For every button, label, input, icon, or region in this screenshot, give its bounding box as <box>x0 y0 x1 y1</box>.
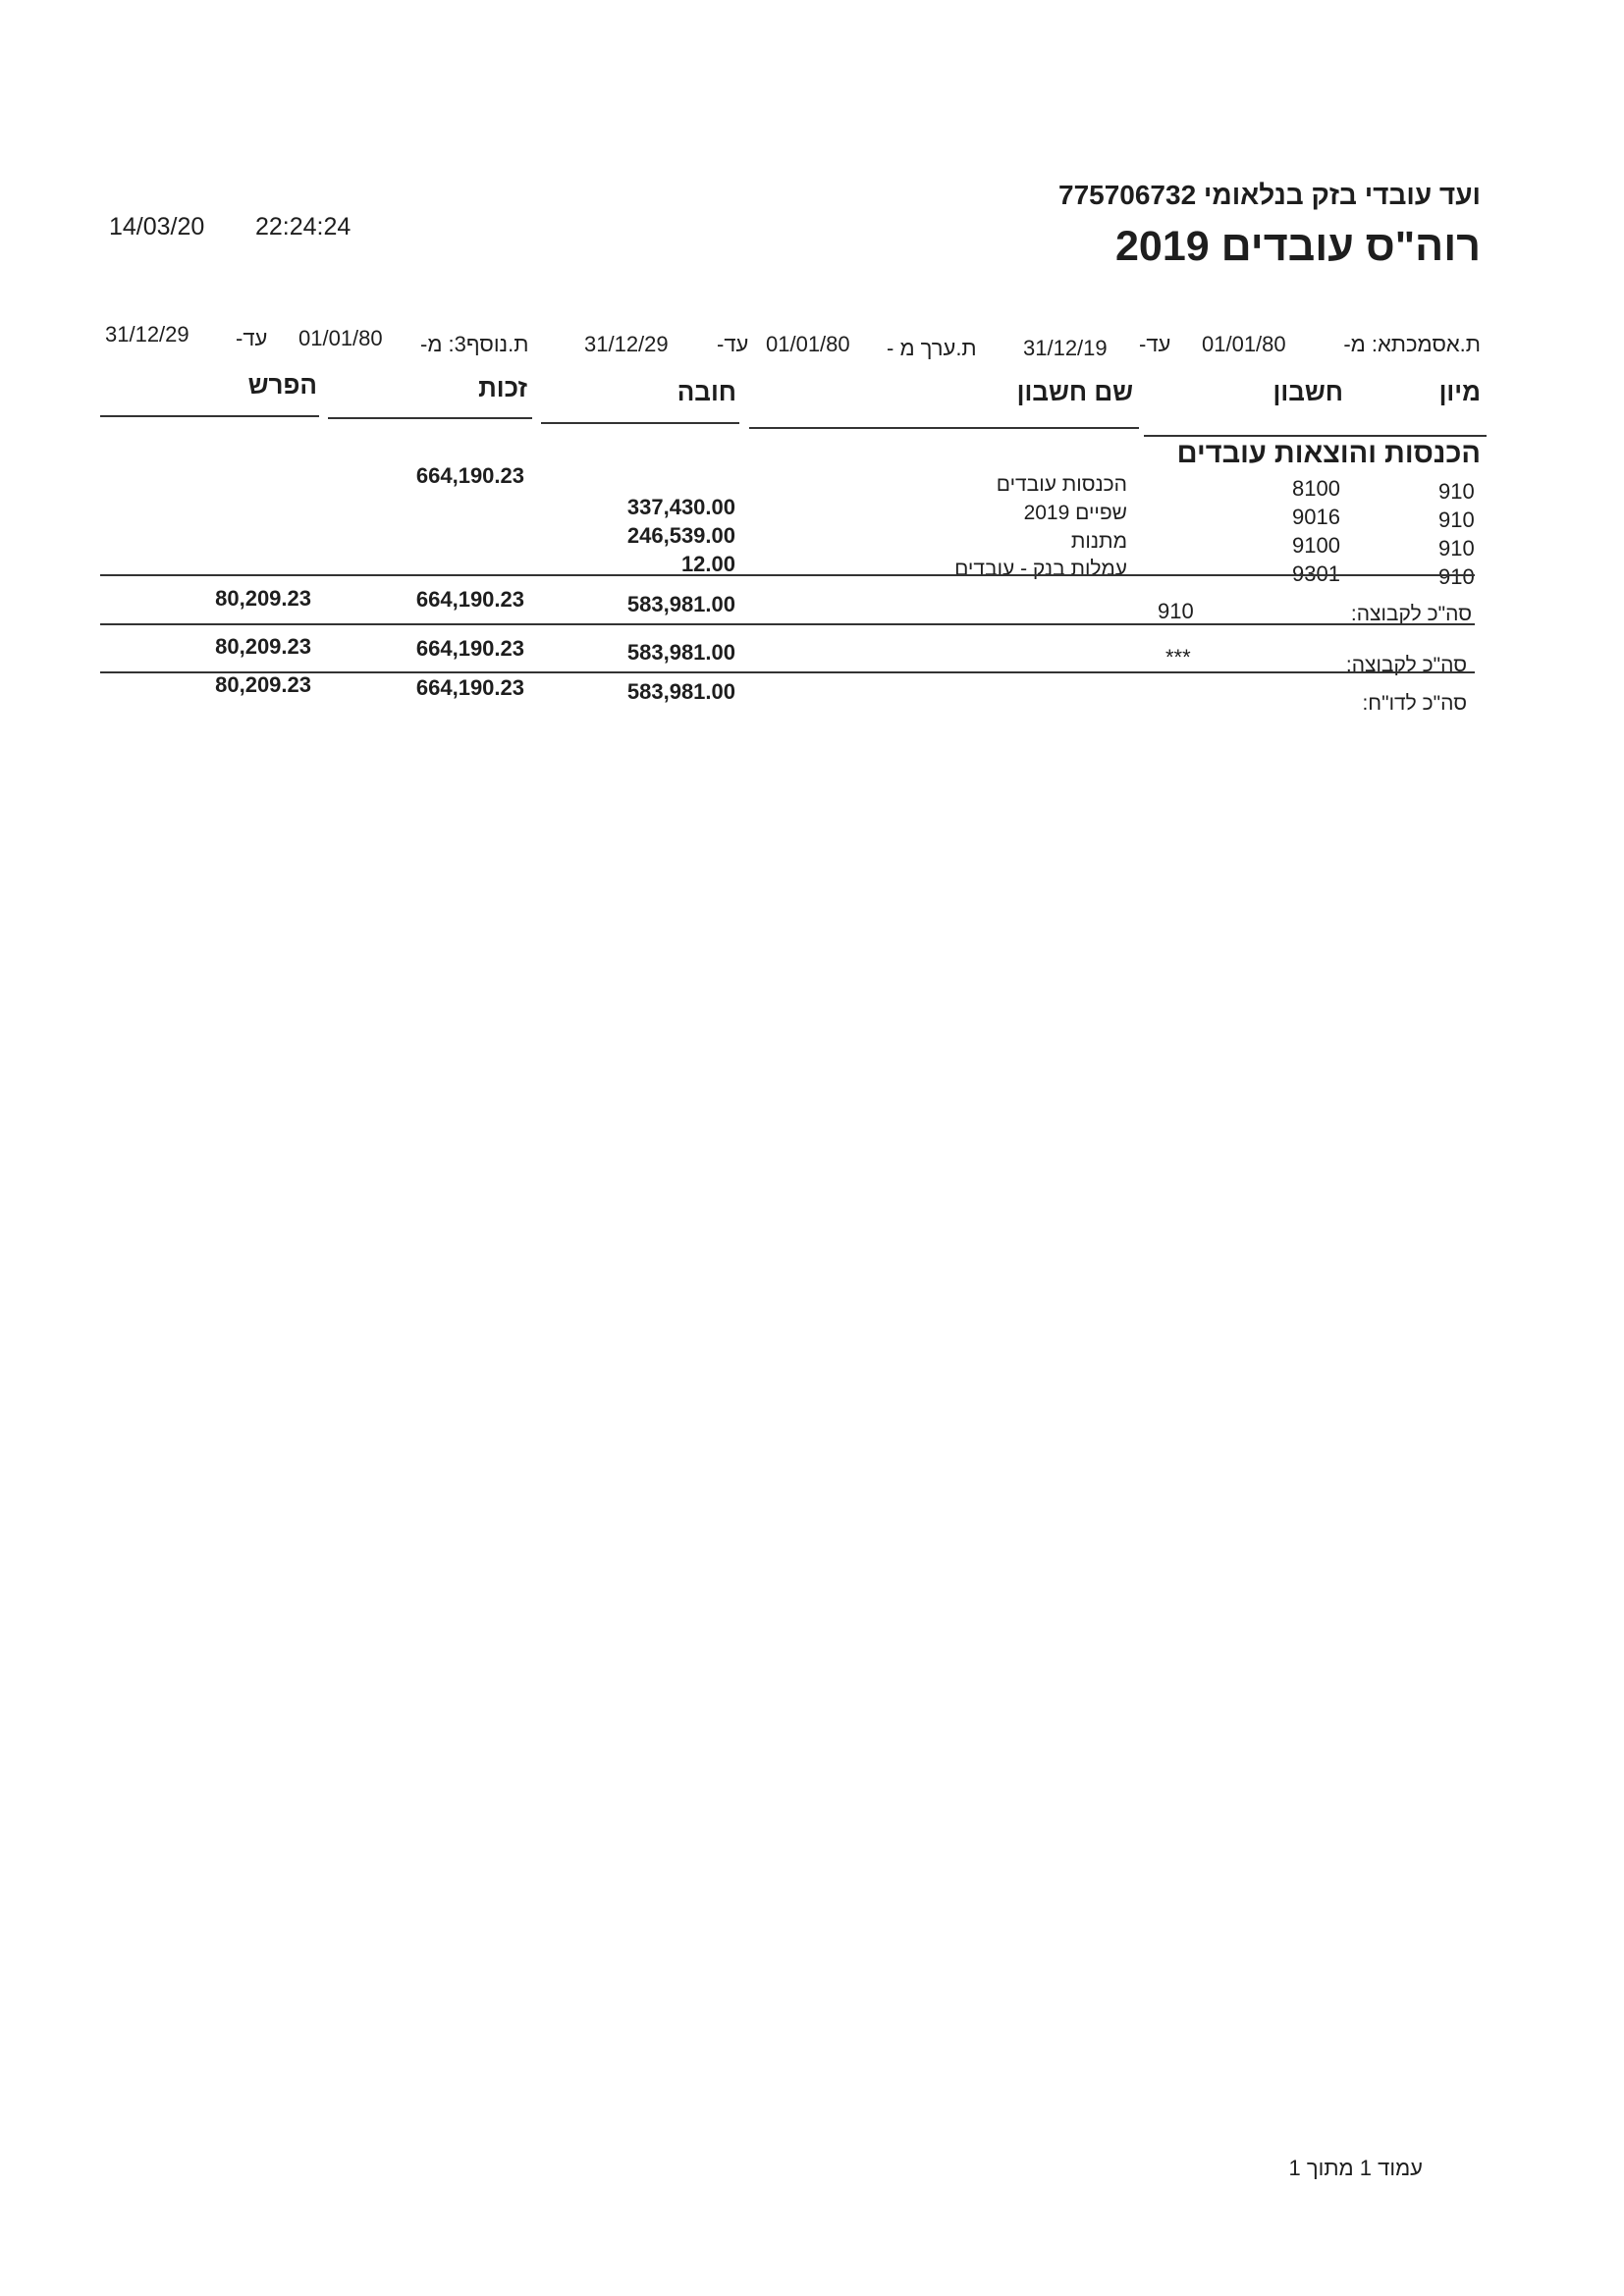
header-rule <box>328 417 532 419</box>
total-group-debit: 583,981.00 <box>626 592 735 616</box>
total-all-groups-code: *** <box>1165 645 1191 669</box>
row-3-name: מתנות <box>1070 530 1127 553</box>
col-account-name: שם חשבון <box>1016 377 1133 406</box>
total-report-label: סה"כ לדו"ח: <box>1362 692 1467 715</box>
header-rule <box>1144 435 1487 437</box>
row-2-sort: 910 <box>1438 507 1475 532</box>
total-report-debit: 583,981.00 <box>626 679 735 704</box>
report-title: רוה"ס עובדים 2019 <box>1115 223 1481 270</box>
row-2-name: שפיים 2019 <box>1023 502 1127 524</box>
extra-to-label: עד- <box>236 326 268 350</box>
total-all-groups-label: סה"כ לקבוצה: <box>1345 654 1467 676</box>
row-1-account: 8100 <box>1292 476 1340 501</box>
value-from: 01/01/80 <box>766 332 850 356</box>
row-1-credit: 664,190.23 <box>415 463 524 488</box>
row-4-name: עמלות בנק - עובדים <box>954 558 1127 580</box>
col-sort: מיון <box>1438 377 1481 406</box>
row-3-account: 9100 <box>1292 533 1340 558</box>
header-rule <box>100 415 319 417</box>
group-title: הכנסות והוצאות עובדים <box>1176 438 1481 469</box>
asmachta-from: 01/01/80 <box>1202 332 1286 356</box>
value-to: 31/12/29 <box>584 332 669 356</box>
extra-to: 31/12/29 <box>105 322 189 347</box>
row-2-debit: 337,430.00 <box>626 495 735 519</box>
total-all-groups-debit: 583,981.00 <box>626 640 735 665</box>
row-1-sort: 910 <box>1438 479 1475 504</box>
row-4-account: 9301 <box>1292 561 1340 586</box>
totals-rule <box>100 574 1475 576</box>
col-difference: הפרש <box>247 370 317 400</box>
totals-rule <box>100 623 1475 625</box>
asmachta-label: ת.אסמכתא: מ- <box>1343 332 1481 356</box>
total-group-label: סה"כ לקבוצה: <box>1350 603 1472 625</box>
col-credit: זכות <box>478 373 527 402</box>
row-2-account: 9016 <box>1292 505 1340 529</box>
total-group-credit: 664,190.23 <box>415 587 524 612</box>
row-1-name: הכנסות עובדים <box>996 473 1127 496</box>
organization-name: ועד עובדי בזק בנלאומי 775706732 <box>1058 180 1481 210</box>
total-group-code: 910 <box>1158 599 1194 623</box>
row-3-sort: 910 <box>1438 536 1475 561</box>
print-date: 14/03/20 <box>109 213 205 240</box>
print-time: 22:24:24 <box>255 213 352 240</box>
header-rule <box>541 422 739 424</box>
total-all-groups-difference: 80,209.23 <box>215 634 311 659</box>
page-number: עמוד 1 מתוך 1 <box>1288 2156 1423 2180</box>
extra-from: 01/01/80 <box>298 326 383 350</box>
value-label: ת.ערך מ - <box>887 336 977 360</box>
header-rule <box>749 427 1139 429</box>
total-report-credit: 664,190.23 <box>415 675 524 700</box>
row-4-debit: 12.00 <box>680 552 735 576</box>
total-report-difference: 80,209.23 <box>215 672 311 697</box>
col-account: חשבון <box>1272 377 1343 406</box>
row-3-debit: 246,539.00 <box>626 523 735 548</box>
col-debit: חובה <box>677 377 736 406</box>
row-4-sort: 910 <box>1438 564 1475 589</box>
extra-label: ת.נוסף3: מ- <box>420 332 529 356</box>
total-all-groups-credit: 664,190.23 <box>415 636 524 661</box>
asmachta-to: 31/12/19 <box>1023 336 1108 360</box>
total-group-difference: 80,209.23 <box>215 586 311 611</box>
asmachta-to-label: עד- <box>1139 332 1171 356</box>
value-to-label: עד- <box>717 332 749 356</box>
